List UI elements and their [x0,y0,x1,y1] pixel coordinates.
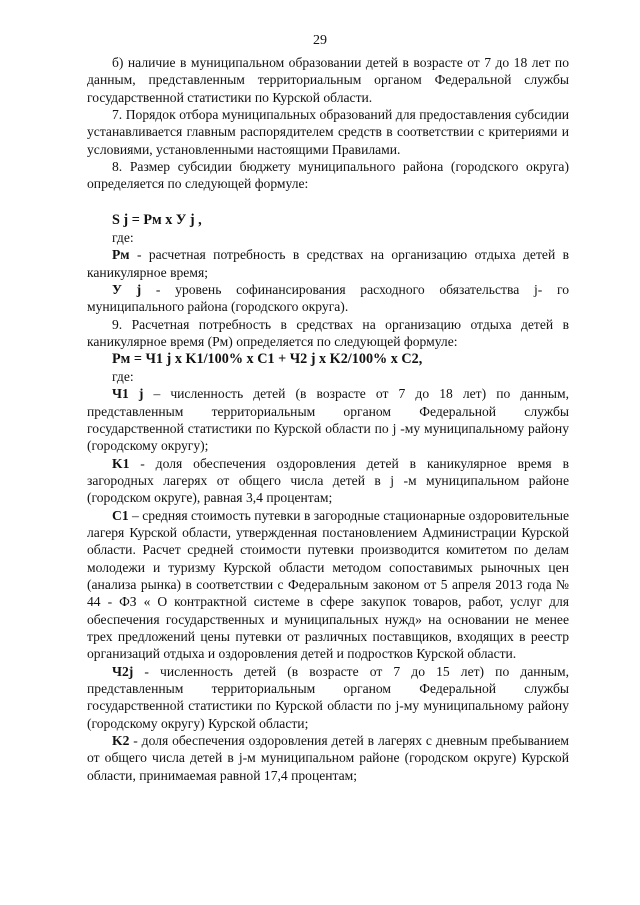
formula-need: Pм = Ч1 j x K1/100% x C1 + Ч2 j x K2/100% x C2, [112,350,423,367]
page-number: 29 [313,33,327,48]
definition-k1-text: - доля обеспечения оздоровления детей в каникулярное время в загородных лагерях от общего числа детей в j -м муниципальном районе (городском округе), равная 3,4 процентам; [87,455,569,506]
symbol-k1: K1 [112,455,130,471]
formula-where-label-2: где: [112,368,134,384]
definition-k2 [87,732,569,784]
formula-subsidy: S j = Pм x У j , [112,211,202,228]
definition-k1 [87,455,569,507]
document-body [87,54,569,784]
symbol-ch1: Ч1 j [112,386,144,402]
paragraph-7: 7. Порядок отбора муниципальных образований для предоставления субсидии устанавливается главным распорядителем средств в соответствии с критериями и условиями, установленными настоящими Правилами. [87,107,569,157]
paragraph-9: 9. Расчетная потребность в средствах на организацию отдыха детей в каникулярное время (Pм) определяется по следующей формуле: [87,316,569,350]
definition-pm-text: - расчетная потребность в средствах на организацию отдыха детей в каникулярное время; [87,247,569,280]
paragraph-8: 8. Размер субсидии бюджету муниципального района (городского округа) определяется по следующей формуле: [87,159,569,192]
symbol-k2: K2 [112,733,130,749]
definition-ch1 [87,385,569,454]
symbol-u: У j [112,282,142,298]
definition-c1-text: – средняя стоимость путевки в загородные стационарные оздоровительные лагеря Курской области, утвержденная постановлением Администрации Курской области. Расчет средней стоимости путевки производится комитетом по делам молодежи и туризму Курской области методом сопоставимых рыночных цен (анализа рынка) в соответствии с Федеральным законом от 5 апреля 2013 года № 44 - ФЗ « О контрактной системе в сфере закупок товаров, работ, услуг для обеспечения государственных и муниципальных нужд» на основании не менее трех предложений цены путевки от различных поставщиков, входящих в реестр организаций отдыха и оздоровления детей и подростков Курской области. [87,507,569,662]
paragraph-b: б) наличие в муниципальном образовании детей в возрасте от 7 до 18 лет по данным, представленным территориальным органом Федеральной службы государственной статистики по Курской области. [87,55,569,105]
symbol-c1: C1 [112,507,129,523]
formula-where-label: где: [112,230,134,246]
symbol-pm: Pм [112,247,130,263]
definition-ch2-text: - численность детей (в возрасте от 7 до 15 лет) по данным, представленным территориальным органом Федеральной службы государственной статистики по Курской области по j-му муниципальному району (городскому округу) Курской области; [87,663,569,731]
definition-c1 [87,507,569,663]
definition-u-text: - уровень софинансирования расходного обязательства j- го муниципального района (городского округа). [87,282,570,315]
definition-k2-text: - доля обеспечения оздоровления детей в лагерях с дневным пребыванием от общего числа детей в j-м муниципальном районе (городском округе) Курской области, принимаемая равной 17,4 процентам; [87,733,569,783]
definition-ch2 [87,663,569,732]
definition-ch1-text: – численность детей (в возрасте от 7 до 18 лет) по данным, представленным территориальным органом Федеральной службы государственной статистики по Курской области по j -му муниципальному району (городскому округу); [87,386,569,454]
symbol-ch2: Ч2j [112,663,134,679]
definition-pm [87,246,569,281]
definition-u [87,281,569,316]
